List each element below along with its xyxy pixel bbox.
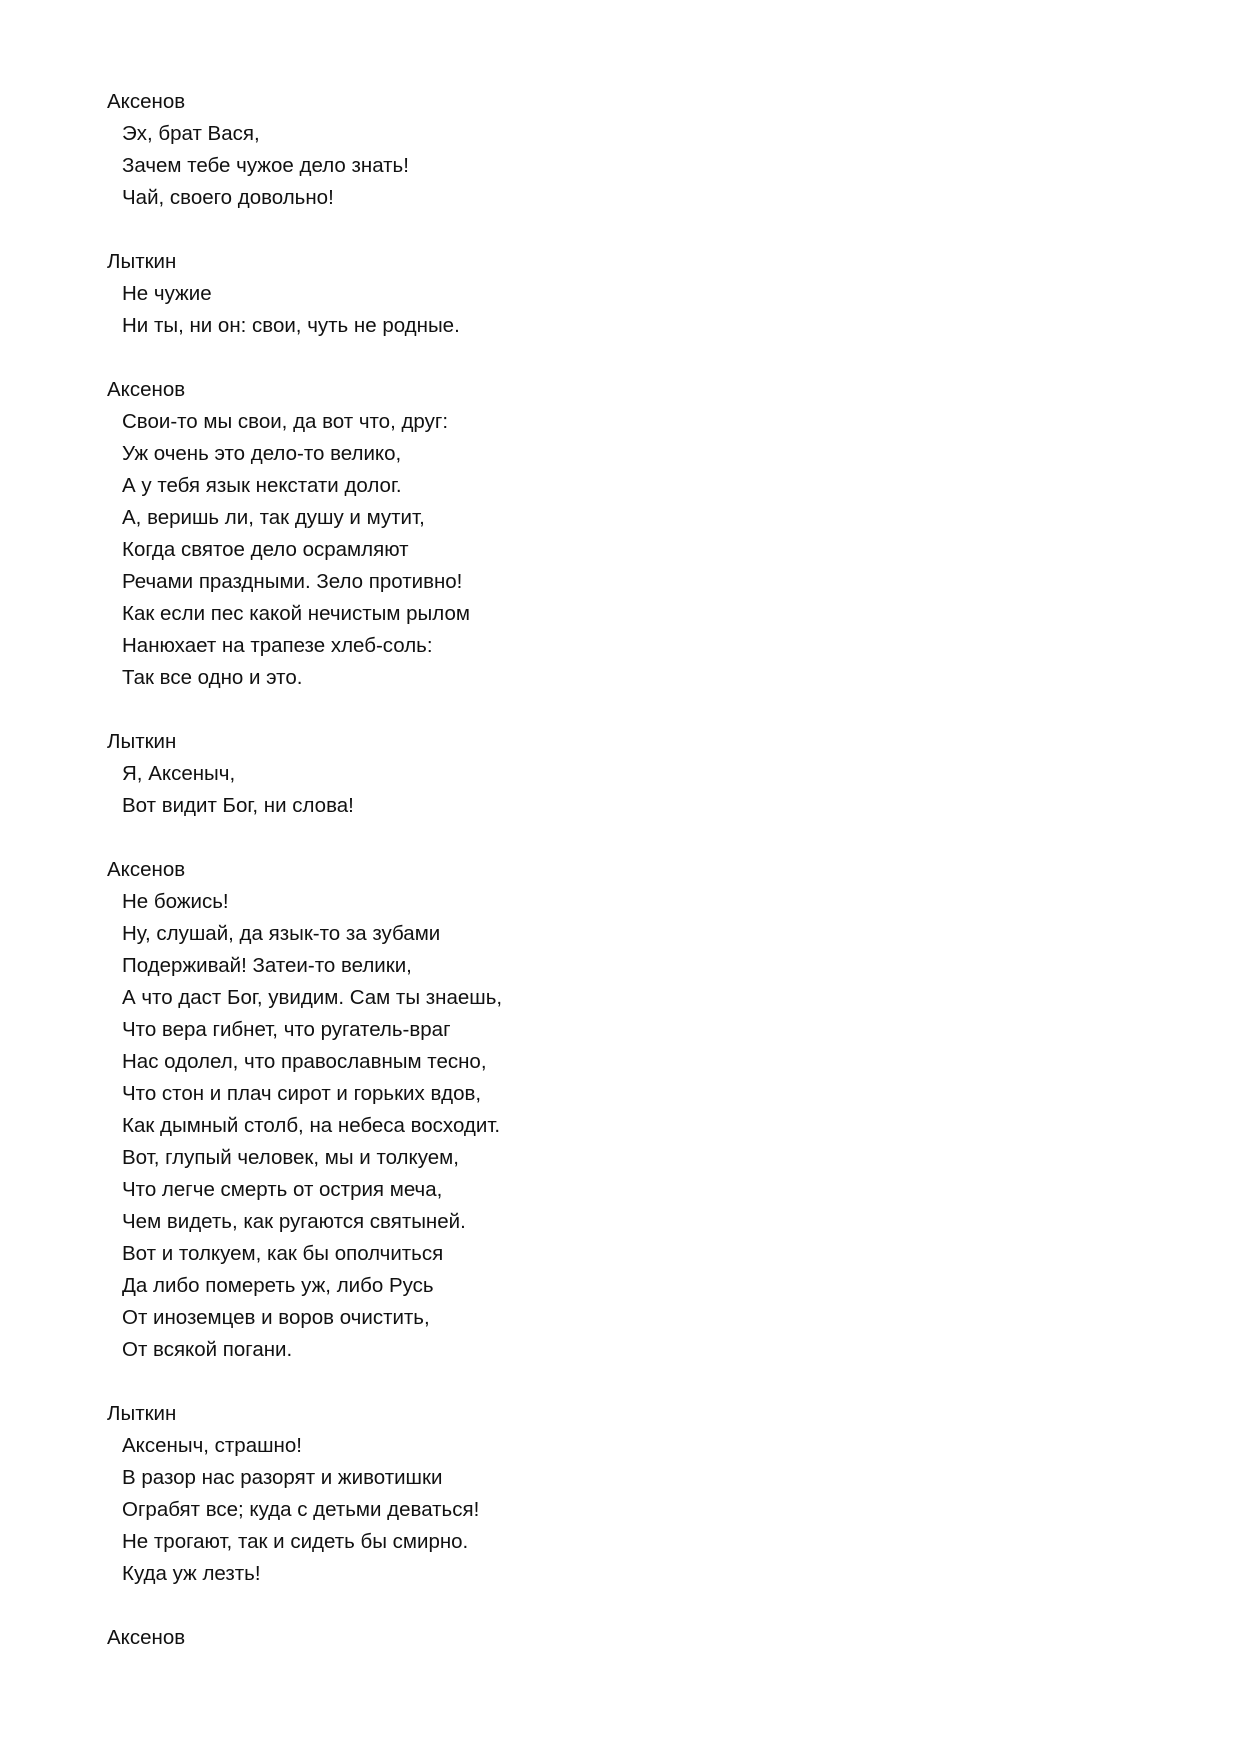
verse-line: Ни ты, ни он: свои, чуть не родные. — [122, 314, 460, 337]
verse-line: Я, Аксеныч, — [122, 762, 236, 785]
block-spacer — [107, 694, 1242, 726]
verse-line: Так все одно и это. — [122, 666, 303, 689]
block-spacer — [107, 822, 1242, 854]
block-spacer — [107, 1366, 1242, 1398]
verse-line: Не божись! — [122, 890, 229, 913]
speaker-name: Аксенов — [107, 1626, 186, 1649]
verse-line: Как дымный столб, на небеса восходит. — [122, 1114, 501, 1137]
verse-line: Свои-то мы свои, да вот что, друг: — [122, 410, 449, 433]
verse-line: Чем видеть, как ругаются святыней. — [122, 1210, 466, 1233]
verse-line: Чай, своего довольно! — [122, 186, 334, 209]
speaker-name: Аксенов — [107, 378, 186, 401]
speech-block — [107, 374, 1242, 694]
block-spacer — [107, 214, 1242, 246]
speaker-name: Лыткин — [107, 730, 177, 753]
block-spacer — [107, 1590, 1242, 1622]
speaker-name: Аксенов — [107, 90, 186, 113]
speech-block — [107, 1622, 1242, 1654]
verse-line: Когда святое дело осрамляют — [122, 538, 409, 561]
verse-line: Ну, слушай, да язык-то за зубами — [122, 922, 441, 945]
speaker-name: Аксенов — [107, 858, 186, 881]
verse-line: Куда уж лезть! — [122, 1562, 261, 1585]
speech-block — [107, 854, 1242, 1366]
speech-block — [107, 246, 1242, 342]
speaker-name: Лыткин — [107, 250, 177, 273]
verse-line: Нас одолел, что православным тесно, — [122, 1050, 487, 1073]
verse-line: А у тебя язык некстати долог. — [122, 474, 402, 497]
speaker-name: Лыткин — [107, 1402, 177, 1425]
verse-line: Подерживай! Затеи-то велики, — [122, 954, 412, 977]
block-spacer — [107, 342, 1242, 374]
verse-line: Вот, глупый человек, мы и толкуем, — [122, 1146, 459, 1169]
speech-block — [107, 1398, 1242, 1590]
verse-line: Не трогают, так и сидеть бы смирно. — [122, 1530, 469, 1553]
verse-line: Вот видит Бог, ни слова! — [122, 794, 354, 817]
verse-line: Нанюхает на трапезе хлеб-соль: — [122, 634, 433, 657]
verse-line: Аксеныч, страшно! — [122, 1434, 302, 1457]
verse-line: Речами праздными. Зело противно! — [122, 570, 463, 593]
speech-block — [107, 726, 1242, 822]
verse-line: Уж очень это дело-то велико, — [122, 442, 402, 465]
verse-line: Что легче смерть от острия меча, — [122, 1178, 443, 1201]
verse-line: Ограбят все; куда с детьми деваться! — [122, 1498, 480, 1521]
verse-line: Эх, брат Вася, — [122, 122, 260, 145]
verse-line: А что даст Бог, увидим. Сам ты знаешь, — [122, 986, 503, 1009]
verse-line: Как если пес какой нечистым рылом — [122, 602, 470, 625]
verse-line: Зачем тебе чужое дело знать! — [122, 154, 409, 177]
verse-line: От всякой погани. — [122, 1338, 293, 1361]
verse-line: В разор нас разорят и животишки — [122, 1466, 443, 1489]
verse-line: Что вера гибнет, что ругатель-враг — [122, 1018, 451, 1041]
speech-block — [107, 86, 1242, 214]
verse-line: А, веришь ли, так душу и мутит, — [122, 506, 425, 529]
verse-line: Вот и толкуем, как бы ополчиться — [122, 1242, 444, 1265]
verse-line: От иноземцев и воров очистить, — [122, 1306, 430, 1329]
verse-line: Да либо помереть уж, либо Русь — [122, 1274, 434, 1297]
verse-line: Что стон и плач сирот и горьких вдов, — [122, 1082, 482, 1105]
verse-line: Не чужие — [122, 282, 212, 305]
